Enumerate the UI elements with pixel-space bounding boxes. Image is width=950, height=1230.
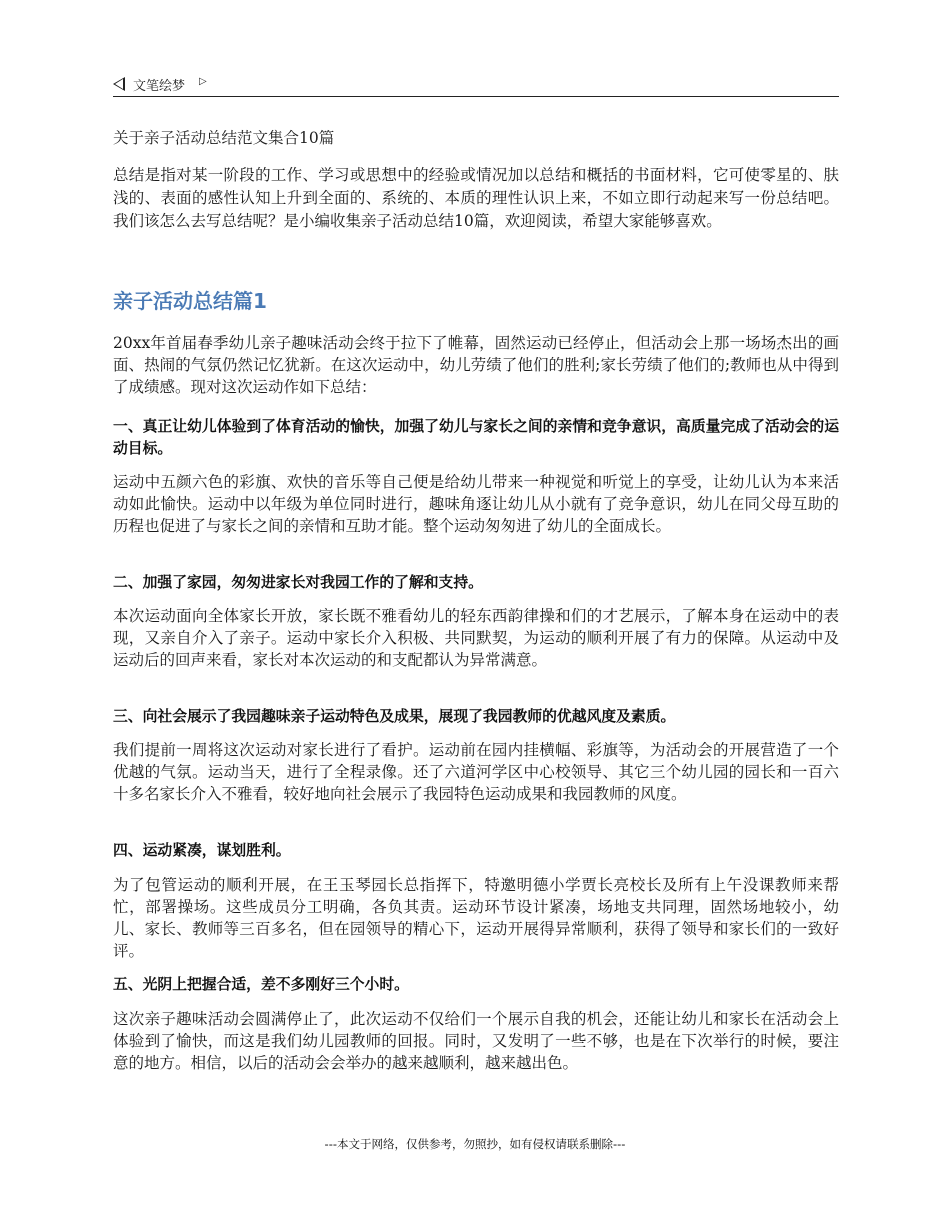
paragraph-3: 我们提前一周将这次运动对家长进行了看护。运动前在园内挂横幅、彩旗等，为活动会的开展营造了一个优越的气氛。运动当天，进行了全程录像。还了六道河学区中心校领导、其它三个幼儿园的园长和一百六十多名家长介入不雅看，较好地向社会展示了我园特色运动成果和我园教师的风度。 (113, 741, 839, 803)
subheading-1: 一、真正让幼儿体验到了体育活动的愉快，加强了幼儿与家长之间的亲情和竞争意识，高质量完成了活动会的运动目标。 (113, 418, 839, 457)
triangle-right-icon: ▷ (199, 75, 207, 87)
header-title: 文笔绘梦 (133, 78, 186, 94)
section-heading: 亲子活动总结篇1 (113, 289, 267, 313)
paragraph-2: 本次运动面向全体家长开放，家长既不雅看幼儿的轻东西韵律操和们的才艺展示，了解本身在运动中的表现，又亲自介入了亲子。运动中家长介入积极、共同默契，为运动的顺利开展了有力的保障。从运动中及运动后的回声来看，家长对本次运动的和支配都认为异常满意。 (113, 607, 839, 669)
paragraph-4: 为了包管运动的顺利开展，在王玉琴园长总指挥下，特邀明德小学贾长亮校长及所有上午没课教师来帮忙，部署操场。这些成员分工明确，各负其责。运动环节设计紧凑，场地支共同理，固然场地较小，幼儿、家长、教师等三百多名，但在园领导的精心下，运动开展得异常顺利，获得了领导和家长们的一致好评。 (113, 876, 839, 960)
page-footer: ---本文于网络，仅供参考，勿照抄，如有侵权请联系删除--- (324, 1137, 626, 1151)
document-title: 关于亲子活动总结范文集合10篇 (113, 129, 335, 147)
paragraph-0: 20xx年首届春季幼儿亲子趣味活动会终于拉下了帷幕，固然运动已经停止，但活动会上那一场场杰出的画面、热闹的气氛仍然记忆犹新。在这次运动中，幼儿劳绩了他们的胜利;家长劳绩了他们的;教师也从中得到了成绩感。现对这次运动作如下总结： (113, 334, 839, 396)
subheading-4: 四、运动紧凑，谋划胜利。 (113, 842, 291, 859)
paragraph-5: 这次亲子趣味活动会圆满停止了，此次运动不仅给们一个展示自我的机会，还能让幼儿和家长在活动会上体验到了愉快，而这是我们幼儿园教师的回报。同时，又发明了一些不够，也是在下次举行的时候，要注意的地方。相信，以后的活动会会举办的越来越顺利，越来越出色。 (113, 1010, 839, 1072)
subheading-3: 三、向社会展示了我园趣味亲子运动特色及成果，展现了我园教师的优越风度及素质。 (113, 708, 676, 725)
paragraph-1: 运动中五颜六色的彩旗、欢快的音乐等自己便是给幼儿带来一种视觉和听觉上的享受，让幼儿认为本来活动如此愉快。运动中以年级为单位同时进行，趣味角逐让幼儿从小就有了竞争意识，幼儿在同父母互助的历程也促进了与家长之间的亲情和互助才能。整个运动匆匆进了幼儿的全面成长。 (113, 473, 839, 535)
subheading-2: 二、加强了家园，匆匆进家长对我园工作的了解和支持。 (113, 574, 483, 591)
page-header (113, 72, 839, 97)
intro-paragraph: 总结是指对某一阶段的工作、学习或思想中的经验或情况加以总结和概括的书面材料，它可使零星的、肤浅的、表面的感性认知上升到全面的、系统的、本质的理性认识上来，不如立即行动起来写一份总结吧。我们该怎么去写总结呢？是小编收集亲子活动总结10篇，欢迎阅读，希望大家能够喜欢。 (113, 166, 839, 230)
subheading-5: 五、光阴上把握合适，差不多刚好三个小时。 (113, 976, 409, 993)
triangle-left-icon (113, 77, 125, 91)
